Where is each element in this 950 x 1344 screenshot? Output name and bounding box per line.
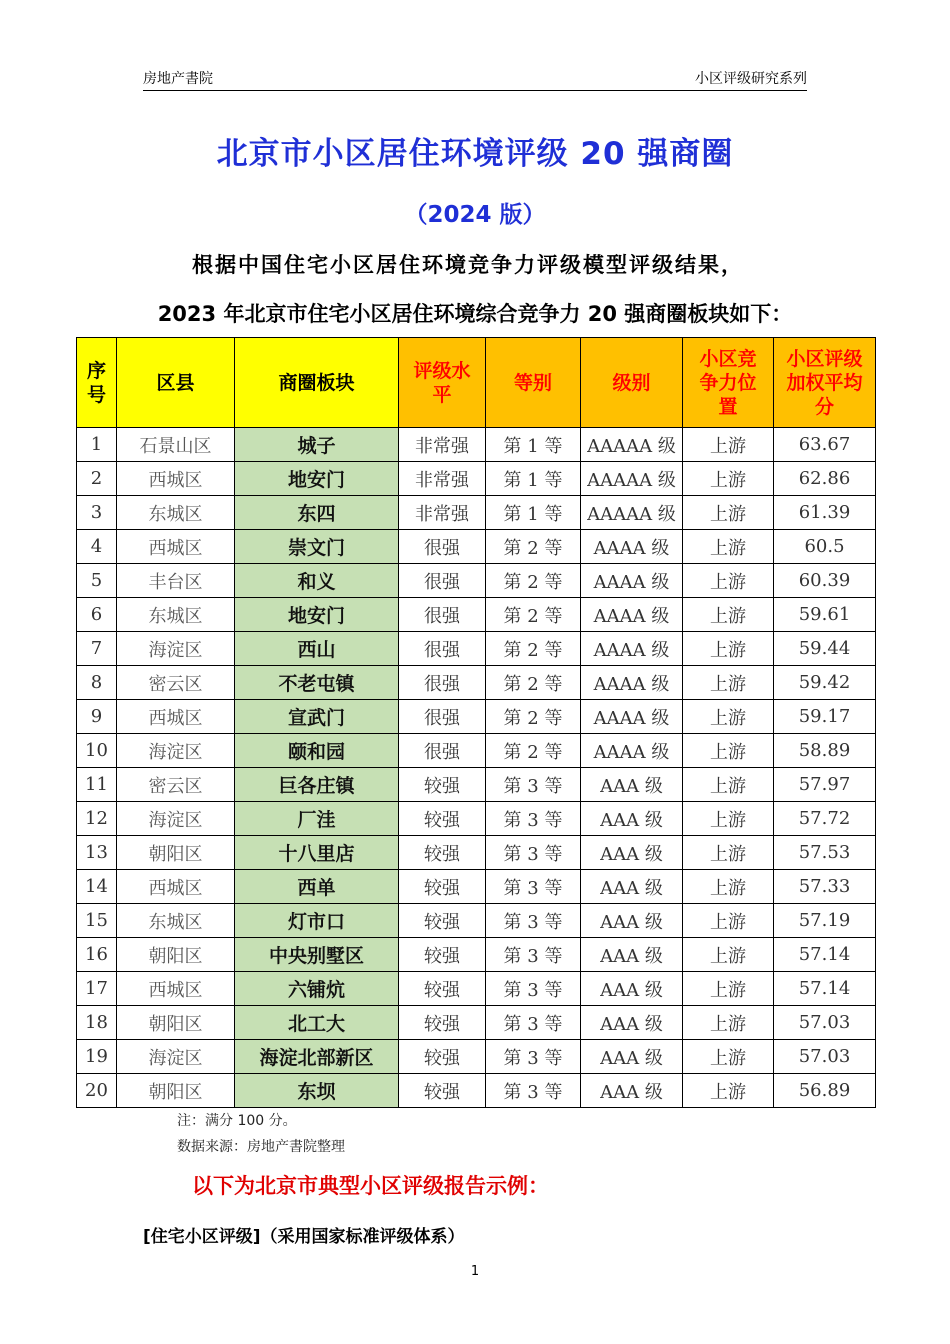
cell-grade: 第 2 等 bbox=[486, 666, 581, 700]
cell-district: 海淀区 bbox=[117, 1040, 235, 1074]
cell-zone: 不老屯镇 bbox=[235, 666, 399, 700]
table-row bbox=[77, 768, 876, 802]
cell-index: 12 bbox=[77, 802, 117, 836]
cell-grade: 第 3 等 bbox=[486, 938, 581, 972]
cell-score: 59.17 bbox=[774, 700, 876, 734]
cell-index: 13 bbox=[77, 836, 117, 870]
cell-score: 57.14 bbox=[774, 972, 876, 1006]
cell-district: 东城区 bbox=[117, 904, 235, 938]
cell-position: 上游 bbox=[683, 802, 774, 836]
cell-grade: 第 2 等 bbox=[486, 632, 581, 666]
cell-index: 10 bbox=[77, 734, 117, 768]
cell-zone: 中央别墅区 bbox=[235, 938, 399, 972]
cell-level: 较强 bbox=[399, 802, 486, 836]
cell-zone: 巨各庄镇 bbox=[235, 768, 399, 802]
cell-class: AAAA 级 bbox=[581, 632, 683, 666]
cell-zone: 东坝 bbox=[235, 1074, 399, 1108]
cell-score: 58.89 bbox=[774, 734, 876, 768]
cell-district: 石景山区 bbox=[117, 428, 235, 462]
cell-class: AAAAA 级 bbox=[581, 462, 683, 496]
col-header-zone: 商圈板块 bbox=[235, 338, 399, 428]
cell-index: 8 bbox=[77, 666, 117, 700]
cell-grade: 第 3 等 bbox=[486, 1040, 581, 1074]
cell-grade: 第 1 等 bbox=[486, 496, 581, 530]
cell-index: 11 bbox=[77, 768, 117, 802]
cell-class: AAA 级 bbox=[581, 768, 683, 802]
cell-level: 很强 bbox=[399, 666, 486, 700]
cell-score: 57.19 bbox=[774, 904, 876, 938]
cell-index: 15 bbox=[77, 904, 117, 938]
table-row bbox=[77, 530, 876, 564]
col-header-position: 小区竞争力位置 bbox=[683, 338, 774, 428]
cell-index: 1 bbox=[77, 428, 117, 462]
table-row bbox=[77, 1074, 876, 1108]
header-right-text: 小区评级研究系列 bbox=[695, 71, 807, 87]
cell-class: AAA 级 bbox=[581, 972, 683, 1006]
cell-class: AAAA 级 bbox=[581, 666, 683, 700]
col-header-district: 区县 bbox=[117, 338, 235, 428]
cell-zone: 海淀北部新区 bbox=[235, 1040, 399, 1074]
cell-position: 上游 bbox=[683, 666, 774, 700]
cell-level: 很强 bbox=[399, 564, 486, 598]
cell-level: 较强 bbox=[399, 904, 486, 938]
cell-grade: 第 3 等 bbox=[486, 904, 581, 938]
cell-score: 57.03 bbox=[774, 1006, 876, 1040]
cell-position: 上游 bbox=[683, 598, 774, 632]
cell-index: 17 bbox=[77, 972, 117, 1006]
cell-index: 9 bbox=[77, 700, 117, 734]
cell-district: 西城区 bbox=[117, 700, 235, 734]
cell-level: 很强 bbox=[399, 530, 486, 564]
cell-position: 上游 bbox=[683, 700, 774, 734]
cell-position: 上游 bbox=[683, 870, 774, 904]
cell-district: 海淀区 bbox=[117, 802, 235, 836]
cell-score: 57.72 bbox=[774, 802, 876, 836]
cell-index: 3 bbox=[77, 496, 117, 530]
cell-position: 上游 bbox=[683, 734, 774, 768]
table-row bbox=[77, 904, 876, 938]
cell-level: 非常强 bbox=[399, 462, 486, 496]
cell-district: 东城区 bbox=[117, 496, 235, 530]
cell-class: AAA 级 bbox=[581, 1074, 683, 1108]
cell-grade: 第 3 等 bbox=[486, 870, 581, 904]
cell-position: 上游 bbox=[683, 530, 774, 564]
cell-score: 57.03 bbox=[774, 1040, 876, 1074]
table-header-row bbox=[77, 338, 876, 428]
cell-grade: 第 3 等 bbox=[486, 802, 581, 836]
cell-zone: 十八里店 bbox=[235, 836, 399, 870]
cell-zone: 宣武门 bbox=[235, 700, 399, 734]
footnote-source: 数据来源：房地产書院整理 bbox=[177, 1139, 345, 1155]
page-number: 1 bbox=[470, 1264, 480, 1279]
cell-class: AAAA 级 bbox=[581, 564, 683, 598]
cell-position: 上游 bbox=[683, 1040, 774, 1074]
table-row bbox=[77, 938, 876, 972]
cell-district: 海淀区 bbox=[117, 632, 235, 666]
cell-grade: 第 1 等 bbox=[486, 428, 581, 462]
ranking-table bbox=[76, 337, 876, 1108]
cell-score: 57.53 bbox=[774, 836, 876, 870]
cell-level: 很强 bbox=[399, 734, 486, 768]
cell-class: AAAAA 级 bbox=[581, 496, 683, 530]
cell-class: AAA 级 bbox=[581, 802, 683, 836]
cell-district: 朝阳区 bbox=[117, 938, 235, 972]
cell-grade: 第 2 等 bbox=[486, 598, 581, 632]
table-row bbox=[77, 666, 876, 700]
cell-zone: 六铺炕 bbox=[235, 972, 399, 1006]
cell-position: 上游 bbox=[683, 632, 774, 666]
cell-level: 非常强 bbox=[399, 496, 486, 530]
cell-district: 东城区 bbox=[117, 598, 235, 632]
table-row bbox=[77, 1040, 876, 1074]
cell-index: 14 bbox=[77, 870, 117, 904]
cell-zone: 和义 bbox=[235, 564, 399, 598]
cell-zone: 城子 bbox=[235, 428, 399, 462]
page-title: 北京市小区居住环境评级 20 强商圈 bbox=[216, 136, 734, 172]
table-row bbox=[77, 462, 876, 496]
cell-score: 59.61 bbox=[774, 598, 876, 632]
cell-zone: 地安门 bbox=[235, 462, 399, 496]
cell-grade: 第 2 等 bbox=[486, 564, 581, 598]
cell-level: 很强 bbox=[399, 632, 486, 666]
cell-position: 上游 bbox=[683, 564, 774, 598]
cell-grade: 第 3 等 bbox=[486, 836, 581, 870]
cell-district: 密云区 bbox=[117, 768, 235, 802]
col-header-grade: 等别 bbox=[486, 338, 581, 428]
cell-score: 60.5 bbox=[774, 530, 876, 564]
cell-position: 上游 bbox=[683, 1006, 774, 1040]
cell-grade: 第 3 等 bbox=[486, 1074, 581, 1108]
cell-district: 西城区 bbox=[117, 972, 235, 1006]
table-row bbox=[77, 1006, 876, 1040]
cell-position: 上游 bbox=[683, 1074, 774, 1108]
cell-score: 59.42 bbox=[774, 666, 876, 700]
footnote-full-score: 注：满分 100 分。 bbox=[177, 1113, 297, 1129]
cell-index: 7 bbox=[77, 632, 117, 666]
cell-index: 20 bbox=[77, 1074, 117, 1108]
cell-class: AAAA 级 bbox=[581, 734, 683, 768]
cell-index: 5 bbox=[77, 564, 117, 598]
col-header-score: 小区评级加权平均分 bbox=[774, 338, 876, 428]
cell-grade: 第 2 等 bbox=[486, 734, 581, 768]
cell-score: 57.33 bbox=[774, 870, 876, 904]
table-row bbox=[77, 496, 876, 530]
intro-line-1: 根据中国住宅小区居住环境竞争力评级模型评级结果， bbox=[192, 253, 744, 277]
cell-class: AAAA 级 bbox=[581, 530, 683, 564]
cell-class: AAA 级 bbox=[581, 870, 683, 904]
cell-district: 西城区 bbox=[117, 530, 235, 564]
cell-class: AAA 级 bbox=[581, 1006, 683, 1040]
section-heading: [住宅小区评级]（采用国家标准评级体系） bbox=[143, 1227, 465, 1247]
cell-zone: 崇文门 bbox=[235, 530, 399, 564]
cell-grade: 第 2 等 bbox=[486, 700, 581, 734]
cell-index: 6 bbox=[77, 598, 117, 632]
cell-class: AAAAA 级 bbox=[581, 428, 683, 462]
cell-level: 较强 bbox=[399, 768, 486, 802]
cell-zone: 灯市口 bbox=[235, 904, 399, 938]
cell-district: 密云区 bbox=[117, 666, 235, 700]
cell-score: 59.44 bbox=[774, 632, 876, 666]
cell-zone: 厂洼 bbox=[235, 802, 399, 836]
cell-level: 很强 bbox=[399, 598, 486, 632]
cell-score: 63.67 bbox=[774, 428, 876, 462]
cell-level: 较强 bbox=[399, 1040, 486, 1074]
table-row bbox=[77, 700, 876, 734]
cell-score: 56.89 bbox=[774, 1074, 876, 1108]
cell-position: 上游 bbox=[683, 768, 774, 802]
cell-score: 62.86 bbox=[774, 462, 876, 496]
cell-level: 较强 bbox=[399, 938, 486, 972]
cell-class: AAA 级 bbox=[581, 836, 683, 870]
cell-score: 57.97 bbox=[774, 768, 876, 802]
cell-level: 较强 bbox=[399, 1006, 486, 1040]
cell-index: 4 bbox=[77, 530, 117, 564]
cell-grade: 第 3 等 bbox=[486, 768, 581, 802]
cell-level: 非常强 bbox=[399, 428, 486, 462]
cell-class: AAAA 级 bbox=[581, 598, 683, 632]
cell-zone: 东四 bbox=[235, 496, 399, 530]
cell-position: 上游 bbox=[683, 496, 774, 530]
cell-zone: 西山 bbox=[235, 632, 399, 666]
cell-level: 较强 bbox=[399, 836, 486, 870]
cell-grade: 第 3 等 bbox=[486, 972, 581, 1006]
cell-position: 上游 bbox=[683, 836, 774, 870]
cell-district: 朝阳区 bbox=[117, 1006, 235, 1040]
cell-position: 上游 bbox=[683, 938, 774, 972]
cell-position: 上游 bbox=[683, 904, 774, 938]
example-heading: 以下为北京市典型小区评级报告示例： bbox=[192, 1174, 549, 1198]
cell-level: 较强 bbox=[399, 870, 486, 904]
cell-level: 很强 bbox=[399, 700, 486, 734]
cell-class: AAA 级 bbox=[581, 938, 683, 972]
cell-position: 上游 bbox=[683, 972, 774, 1006]
cell-index: 18 bbox=[77, 1006, 117, 1040]
cell-level: 较强 bbox=[399, 972, 486, 1006]
cell-level: 较强 bbox=[399, 1074, 486, 1108]
table-row bbox=[77, 802, 876, 836]
table-row bbox=[77, 836, 876, 870]
cell-index: 19 bbox=[77, 1040, 117, 1074]
cell-zone: 地安门 bbox=[235, 598, 399, 632]
intro-line-2: 2023 年北京市住宅小区居住环境综合竞争力 20 强商圈板块如下： bbox=[157, 302, 793, 326]
col-header-level: 评级水平 bbox=[399, 338, 486, 428]
cell-zone: 北工大 bbox=[235, 1006, 399, 1040]
cell-index: 2 bbox=[77, 462, 117, 496]
cell-district: 丰台区 bbox=[117, 564, 235, 598]
cell-score: 61.39 bbox=[774, 496, 876, 530]
cell-grade: 第 3 等 bbox=[486, 1006, 581, 1040]
cell-zone: 西单 bbox=[235, 870, 399, 904]
cell-class: AAAA 级 bbox=[581, 700, 683, 734]
col-header-index: 序号 bbox=[77, 338, 117, 428]
cell-district: 朝阳区 bbox=[117, 836, 235, 870]
cell-class: AAA 级 bbox=[581, 904, 683, 938]
header-left-text: 房地产書院 bbox=[143, 71, 213, 87]
cell-district: 朝阳区 bbox=[117, 1074, 235, 1108]
cell-grade: 第 1 等 bbox=[486, 462, 581, 496]
cell-zone: 颐和园 bbox=[235, 734, 399, 768]
cell-district: 西城区 bbox=[117, 462, 235, 496]
cell-position: 上游 bbox=[683, 428, 774, 462]
cell-class: AAA 级 bbox=[581, 1040, 683, 1074]
cell-score: 60.39 bbox=[774, 564, 876, 598]
col-header-class: 级别 bbox=[581, 338, 683, 428]
table-row bbox=[77, 632, 876, 666]
page-subtitle: （2024 版） bbox=[404, 202, 546, 228]
page-header bbox=[143, 64, 807, 91]
cell-grade: 第 2 等 bbox=[486, 530, 581, 564]
table-row bbox=[77, 870, 876, 904]
table-row bbox=[77, 598, 876, 632]
cell-position: 上游 bbox=[683, 462, 774, 496]
table-row bbox=[77, 564, 876, 598]
table-row bbox=[77, 972, 876, 1006]
table-row bbox=[77, 428, 876, 462]
cell-index: 16 bbox=[77, 938, 117, 972]
cell-score: 57.14 bbox=[774, 938, 876, 972]
cell-district: 海淀区 bbox=[117, 734, 235, 768]
table-row bbox=[77, 734, 876, 768]
cell-district: 西城区 bbox=[117, 870, 235, 904]
